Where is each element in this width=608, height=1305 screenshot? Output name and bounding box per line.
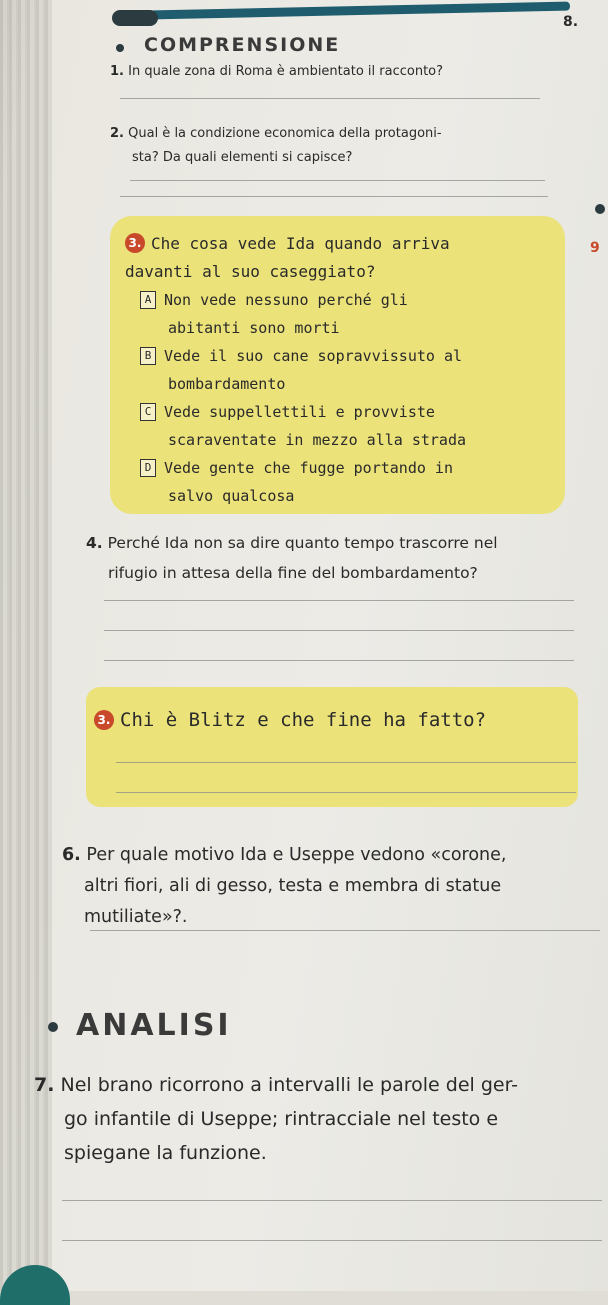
question-7-line1: Nel brano ricorrono a intervalli le parole del ger- bbox=[60, 1074, 519, 1096]
question-7-line3: spiegane la funzione. bbox=[64, 1142, 267, 1164]
option-c-letter: C bbox=[140, 403, 156, 421]
page-number: 8. bbox=[563, 14, 579, 30]
question-5-box bbox=[86, 687, 578, 807]
question-7 bbox=[34, 1068, 518, 1170]
option-d-line1: Vede gente che fugge portando in bbox=[164, 459, 453, 477]
question-4-line2: rifugio in attesa della fine del bombardamento? bbox=[108, 564, 478, 582]
answer-line[interactable] bbox=[104, 600, 574, 601]
option-d[interactable] bbox=[140, 454, 453, 510]
question-3-line2: davanti al suo caseggiato? bbox=[125, 262, 376, 281]
question-6-number: 6. bbox=[62, 845, 81, 865]
question-3-number: 3. bbox=[125, 233, 145, 253]
question-2-line1: Qual è la condizione economica della protagoni- bbox=[128, 126, 442, 141]
option-d-letter: D bbox=[140, 459, 156, 477]
section-bullet bbox=[116, 44, 124, 52]
question-5 bbox=[94, 706, 486, 734]
question-7-line2: go infantile di Useppe; rintracciale nel testo e bbox=[64, 1108, 499, 1130]
header-pill bbox=[112, 10, 158, 26]
question-4-number: 4. bbox=[86, 534, 103, 552]
answer-line[interactable] bbox=[104, 630, 574, 631]
section-title-analisi: ANALISI bbox=[76, 1008, 232, 1043]
question-4 bbox=[86, 528, 498, 588]
option-a-line2: abitanti sono morti bbox=[168, 319, 340, 337]
section-bullet bbox=[48, 1022, 58, 1032]
question-1 bbox=[110, 60, 443, 84]
question-3-line1: Che cosa vede Ida quando arriva bbox=[151, 234, 450, 253]
answer-line[interactable] bbox=[62, 1200, 602, 1201]
option-b-line2: bombardamento bbox=[168, 375, 286, 393]
option-c[interactable] bbox=[140, 398, 466, 454]
question-6-line2: altri fiori, ali di gesso, testa e membra di statue bbox=[84, 876, 502, 896]
question-2 bbox=[110, 122, 442, 170]
section-title-comprensione: COMPRENSIONE bbox=[144, 34, 341, 56]
margin-mark: 9 bbox=[590, 240, 600, 256]
question-3 bbox=[125, 230, 450, 286]
option-b[interactable] bbox=[140, 342, 462, 398]
answer-line[interactable] bbox=[120, 196, 548, 197]
option-a-letter: A bbox=[140, 291, 156, 309]
question-1-text: In quale zona di Roma è ambientato il racconto? bbox=[128, 64, 444, 79]
option-d-line2: salvo qualcosa bbox=[168, 487, 295, 505]
answer-line[interactable] bbox=[62, 1240, 602, 1241]
question-6-line1: Per quale motivo Ida e Useppe vedono «corone, bbox=[86, 845, 507, 865]
option-a-line1: Non vede nessuno perché gli bbox=[164, 291, 408, 309]
question-4-line1: Perché Ida non sa dire quanto tempo trascorre nel bbox=[107, 534, 498, 552]
answer-line[interactable] bbox=[90, 930, 600, 931]
question-6 bbox=[62, 840, 506, 933]
question-5-number: 3. bbox=[94, 710, 114, 730]
answer-line[interactable] bbox=[116, 792, 576, 793]
question-6-line3: mutiliate»?. bbox=[84, 907, 188, 927]
question-1-number: 1. bbox=[110, 64, 124, 79]
option-b-letter: B bbox=[140, 347, 156, 365]
answer-line[interactable] bbox=[130, 180, 545, 181]
margin-dot bbox=[595, 204, 605, 214]
option-a[interactable] bbox=[140, 286, 408, 342]
option-c-line1: Vede suppellettili e provviste bbox=[164, 403, 435, 421]
answer-line[interactable] bbox=[104, 660, 574, 661]
question-2-number: 2. bbox=[110, 126, 124, 141]
question-2-line2: sta? Da quali elementi si capisce? bbox=[132, 150, 353, 165]
answer-line[interactable] bbox=[116, 762, 576, 763]
option-b-line1: Vede il suo cane sopravvissuto al bbox=[164, 347, 463, 365]
answer-line[interactable] bbox=[120, 98, 540, 99]
question-7-number: 7. bbox=[34, 1074, 55, 1096]
question-5-text: Chi è Blitz e che fine ha fatto? bbox=[120, 709, 487, 731]
option-c-line2: scaraventate in mezzo alla strada bbox=[168, 431, 467, 449]
header-bar bbox=[150, 2, 570, 20]
